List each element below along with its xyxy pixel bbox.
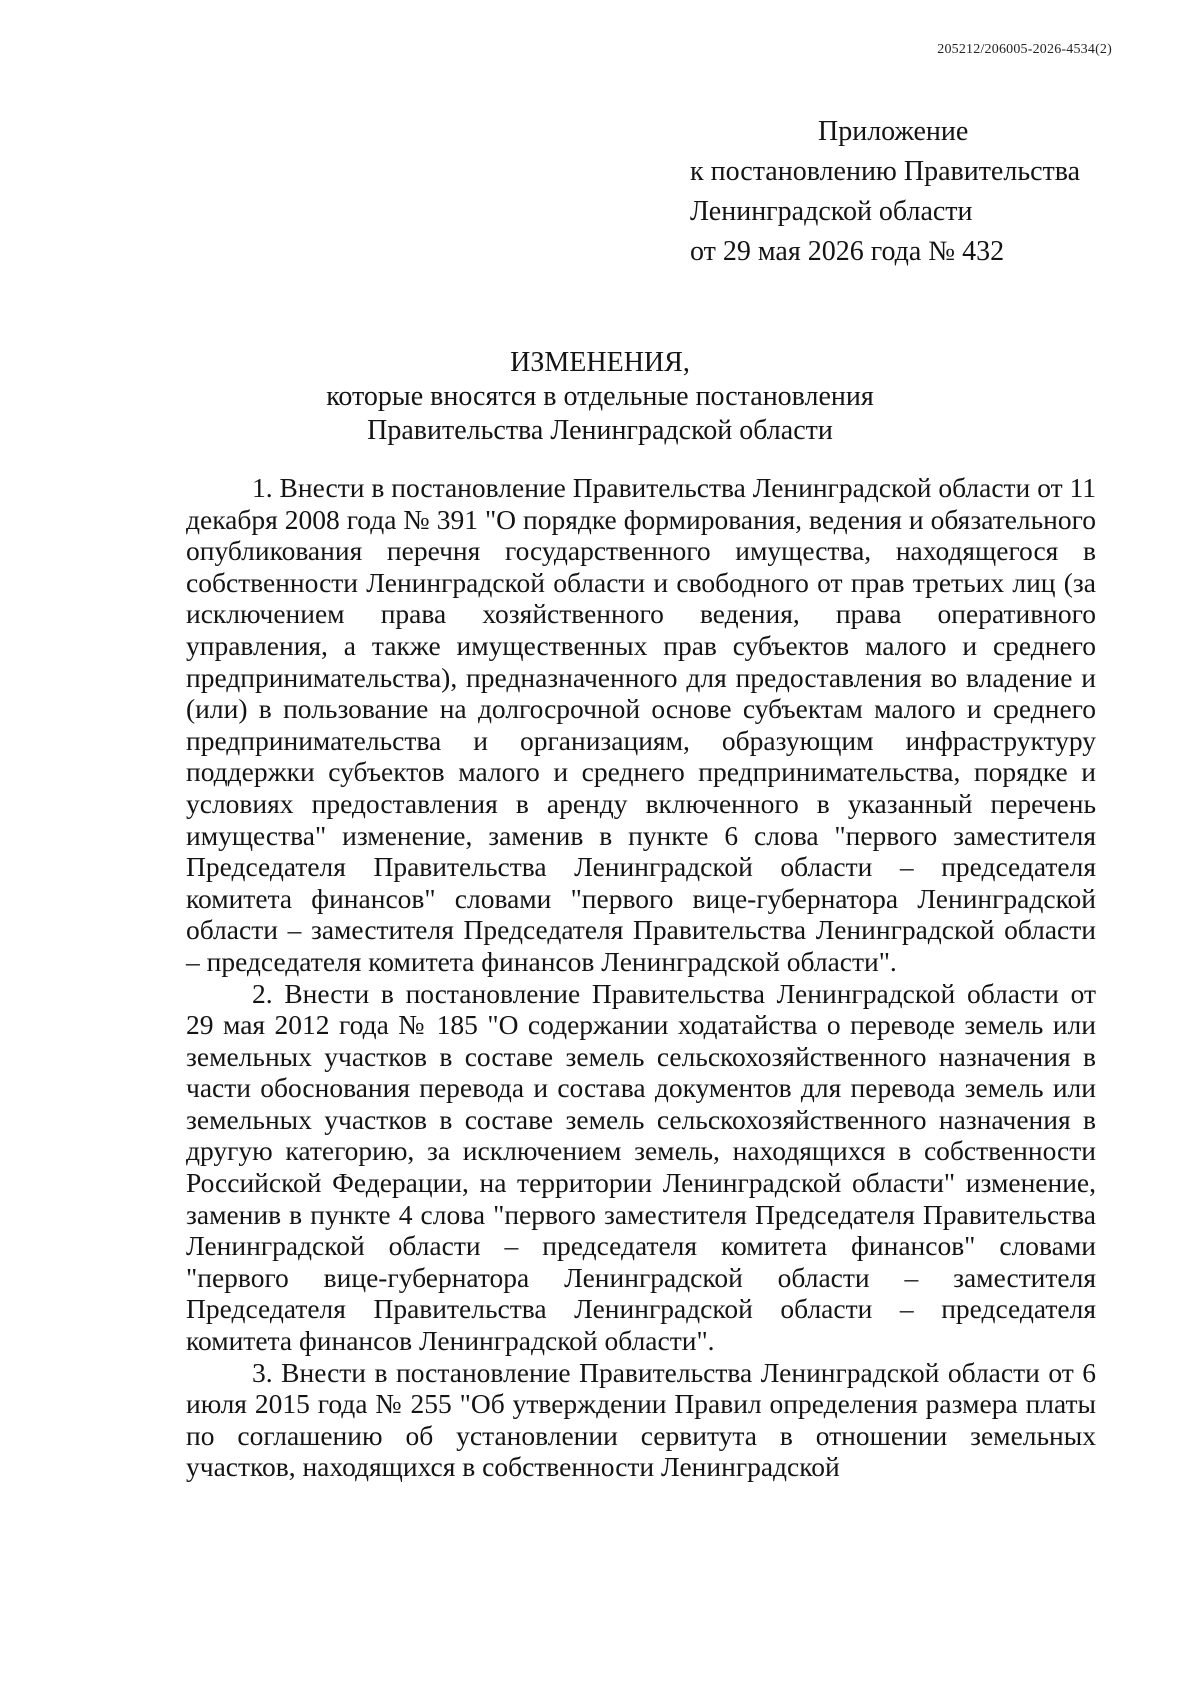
appendix-title: Приложение bbox=[818, 116, 969, 147]
appendix-line-resolution: к постановлению Правительства bbox=[690, 156, 1081, 187]
appendix-block bbox=[690, 112, 1130, 272]
appendix-line-date: от 29 мая 2026 года № 432 bbox=[690, 236, 1005, 267]
heading-subtitle-line1: которые вносятся в отдельные постановления bbox=[326, 381, 874, 412]
heading-title: ИЗМЕНЕНИЯ, bbox=[510, 347, 690, 378]
paragraph-1: 1. Внести в постановление Правительства Ленинградской области от 11 декабря 2008 года № 391 "О порядке формирования, ведения и обязательного опубликования перечня государственного имущества, находящегося в собственности Ленинградской области и свободного от прав третьих лиц (за исключением права хозяйственного ведения, права оперативного управления, а также имущественных прав субъектов малого и среднего предпринимательства), предназначенного для предоставления во владение и (или) в пользование на долгосрочной основе субъектам малого и среднего предпринимательства и организациям, образующим инфраструктуру поддержки субъектов малого и среднего предпринимательства, порядке и условиях предоставления в аренду включенного в указанный перечень имущества" изменение, заменив в пункте 6 слова "первого заместителя Председателя Правительства Ленинградской области – председателя комитета финансов" словами "первого вице-губернатора Ленинградской области – заместителя Председателя Правительства Ленинградской области – председателя комитета финансов Ленинградской области". bbox=[186, 472, 1096, 977]
appendix-line-region: Ленинградской области bbox=[690, 196, 973, 227]
heading-subtitle-line2: Правительства Ленинградской области bbox=[367, 415, 833, 446]
paragraph-3: 3. Внести в постановление Правительства Ленинградской области от 6 июля 2015 года № 255 "Об утверждении Правил определения размера платы по соглашению об установлении сервитута в отношении земельных участков, находящихся в собственности Ленинградской bbox=[186, 1356, 1096, 1483]
document-heading bbox=[0, 346, 1200, 448]
document-registration-number: 205212/206005-2026-4534(2) bbox=[937, 42, 1112, 57]
document-body bbox=[186, 472, 1096, 1483]
paragraph-2: 2. Внести в постановление Правительства Ленинградской области от 29 мая 2012 года № 185 "О содержании ходатайства о переводе земель или земельных участков в составе земель сельскохозяйственного назначения в части обоснования перевода и состава документов для перевода земель или земельных участков в составе земель сельскохозяйственного назначения в другую категорию, за исключением земель, находящихся в собственности Российской Федерации, на территории Ленинградской области" изменение, заменив в пункте 4 слова "первого заместителя Председателя Правительства Ленинградской области – председателя комитета финансов" словами "первого вице-губернатора Ленинградской области – заместителя Председателя Правительства Ленинградской области – председателя комитета финансов Ленинградской области". bbox=[186, 977, 1096, 1357]
